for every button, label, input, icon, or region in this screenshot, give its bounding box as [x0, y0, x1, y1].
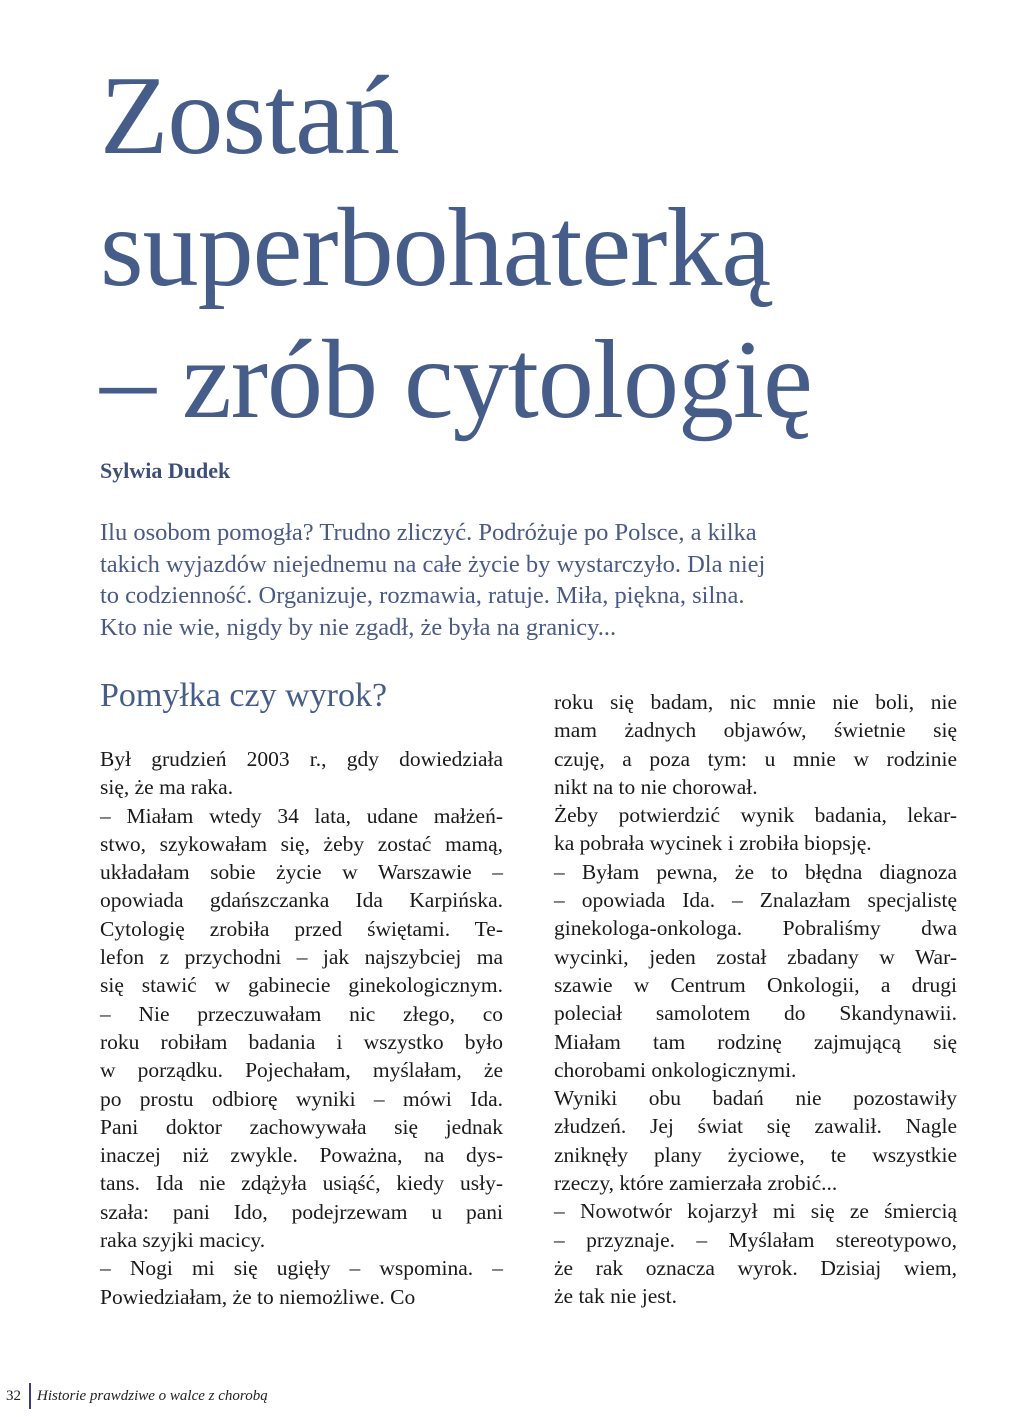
body-text-line: Wyniki obu badań nie pozostawiły [554, 1086, 957, 1111]
body-text-line: Miałam tam rodzinę zajmującą się [554, 1029, 957, 1054]
title-line: – zrób cytologię [100, 318, 812, 442]
body-text-line: rzeczy, które zamierzała zrobić... [554, 1171, 838, 1196]
body-text-line: stwo, szykowałam się, żeby zostać mamą, [100, 831, 503, 856]
body-text-line: nikt na to nie chorował. [554, 774, 758, 799]
body-text-line: Cytologię zrobiła przed świętami. Te- [100, 916, 503, 941]
lead-line: to codzienność. Organizuje, rozmawia, ratuje. Miła, piękna, silna. [100, 582, 745, 609]
body-text-line: lefon z przychodni – jak najszybciej ma [100, 945, 503, 970]
body-text-line: mam żadnych objawów, świetnie się [554, 718, 957, 743]
body-text-line: Powiedziałam, że to niemożliwe. Co [100, 1284, 416, 1309]
body-text-line: złudzeń. Jej świat się zawalił. Nagle [554, 1114, 957, 1139]
body-text-line: poleciał samolotem do Skandynawii. [554, 1001, 957, 1026]
section-heading: Pomyłka czy wyrok? [100, 677, 388, 714]
body-text-line: tans. Ida nie zdążyła usiąść, kiedy usły- [100, 1171, 503, 1196]
page-footer [6, 1383, 268, 1409]
body-text-line: czuję, a poza tym: u mnie w rodzinie [554, 746, 957, 771]
body-text-line: – Nowotwór kojarzył mi się ze śmiercią [554, 1199, 957, 1224]
body-text-line: układałam sobie życie w Warszawie – [100, 860, 503, 885]
body-text-line: Pani doktor zachowywała się jednak [100, 1114, 503, 1139]
body-text-line: – Miałam wtedy 34 lata, udane małżeń- [100, 803, 503, 828]
body-text-line: że rak oznacza wyrok. Dzisiaj wiem, [554, 1255, 957, 1280]
body-text-line: się stawić w gabinecie ginekologicznym. [100, 973, 503, 998]
body-text-line: – Nie przeczuwałam nic złego, co [100, 1001, 503, 1026]
body-text-line: roku się badam, nic mnie nie boli, nie [554, 690, 957, 714]
body-text-line: – Nogi mi się ugięły – wspomina. – [100, 1256, 503, 1281]
body-text-line: Żeby potwierdzić wynik badania, lekar- [554, 803, 957, 828]
body-text-line: roku robiłam badania i wszystko było [100, 1029, 503, 1054]
footer-divider [29, 1383, 31, 1409]
lead-paragraph [100, 517, 890, 643]
lead-line: Ilu osobom pomogła? Trudno zliczyć. Podróżuje po Polsce, a kilka [100, 519, 757, 546]
body-text-line: chorobami onkologicznymi. [554, 1057, 797, 1082]
body-text-line: – opowiada Ida. – Znalazłam specjalistę [554, 888, 957, 913]
body-text-line: w porządku. Pojechałam, myślałam, że [100, 1058, 503, 1083]
body-text-line: ginekologa-onkologa. Pobraliśmy dwa [554, 916, 957, 941]
body-text-line: zniknęły plany życiowe, te wszystkie [554, 1142, 957, 1167]
lead-line: takich wyjazdów niejednemu na całe życie by wystarczyło. Dla niej [100, 550, 766, 578]
body-text-line: po prostu odbiorę wyniki – mówi Ida. [100, 1086, 503, 1111]
lead-line: Kto nie wie, nigdy by nie zgadł, że była na granicy... [100, 613, 617, 641]
article-title [100, 50, 812, 446]
body-column-left [100, 745, 503, 1311]
body-text-line: inaczej niż zwykle. Poważna, na dys- [100, 1143, 503, 1168]
author-byline: Sylwia Dudek [100, 458, 231, 483]
title-line: Zostań [100, 54, 399, 178]
body-text-line: szawie w Centrum Onkologii, a drugi [554, 972, 957, 997]
title-line: superbohaterką [100, 186, 771, 310]
running-title: Historie prawdziwe o walce z chorobą [37, 1387, 268, 1404]
body-text-line: – Byłam pewna, że to błędna diagnoza [554, 859, 957, 884]
body-column-right [554, 688, 957, 1311]
body-text-line: wycinki, jeden został zbadany w War- [554, 944, 957, 969]
body-text-line: szała: pani Ido, podejrzewam u pani [100, 1199, 503, 1224]
body-text-line: – przyznaje. – Myślałam stereotypowo, [554, 1227, 957, 1252]
body-text-line: się, że ma raka. [100, 775, 234, 800]
body-text-line: Był grudzień 2003 r., gdy dowiedziała [100, 747, 503, 771]
body-text-line: raka szyjki macicy. [100, 1228, 266, 1253]
body-text-line: że tak nie jest. [554, 1284, 677, 1309]
page-number: 32 [6, 1387, 21, 1404]
body-text-line: opowiada gdańszczanka Ida Karpińska. [100, 888, 503, 913]
body-text-line: ka pobrała wycinek i zrobiła biopsję. [554, 831, 872, 856]
